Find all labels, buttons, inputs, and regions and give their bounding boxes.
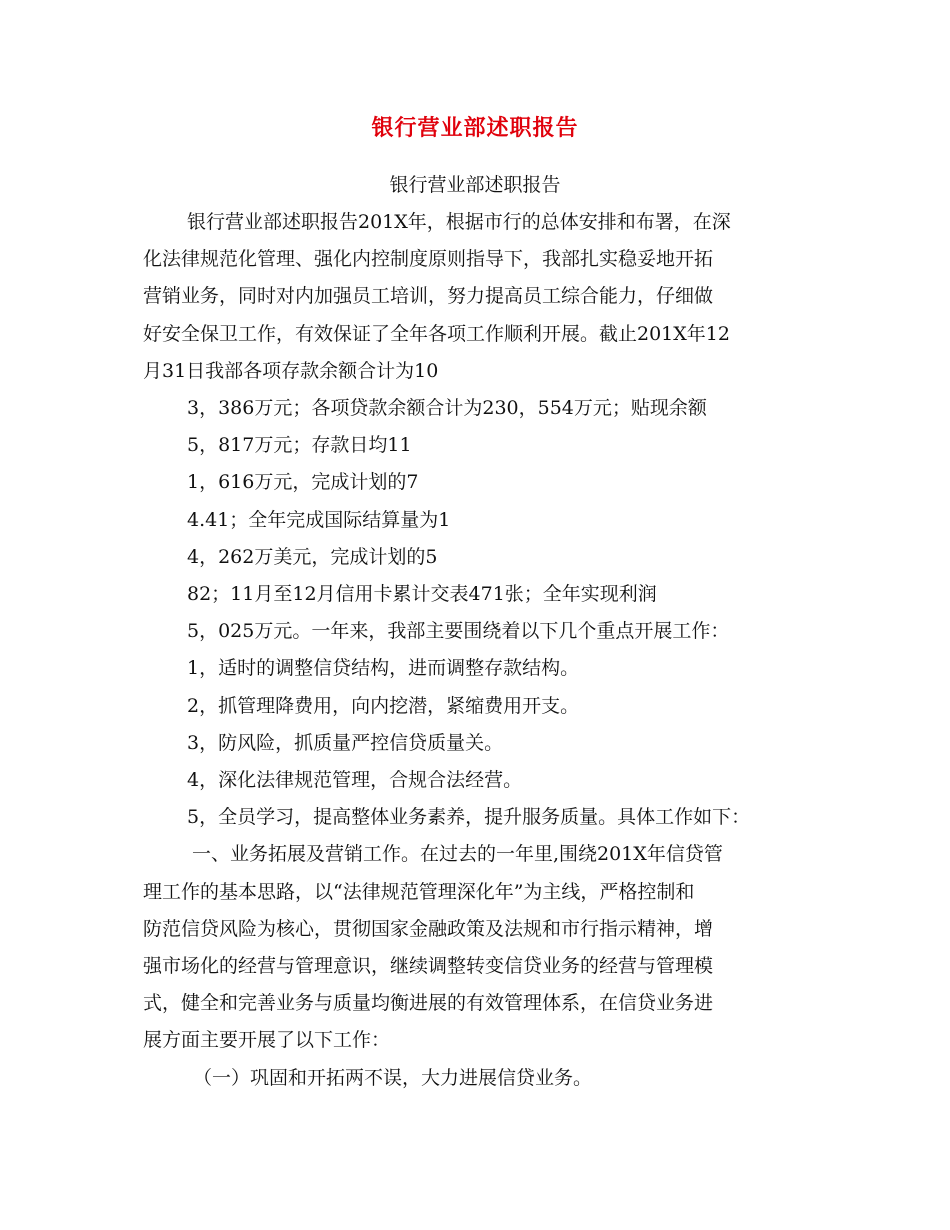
section-heading-line: 一、业务拓展及营销工作。在过去的一年里,围绕201X年信贷管	[192, 843, 723, 866]
paragraph-line: 月31日我部各项存款余额合计为10	[143, 359, 439, 382]
paragraph-line: 式，健全和完善业务与质量均衡进展的有效管理体系，在信贷业务进	[143, 992, 714, 1015]
paragraph-line: 82；11月至12月信用卡累计交表471张；全年实现利润	[187, 583, 657, 606]
paragraph-line: 营销业务，同时对内加强员工培训，努力提高员工综合能力，仔细做	[143, 285, 714, 308]
paragraph-line: 化法律规范化管理、强化内控制度原则指导下，我部扎实稳妥地开拓	[143, 248, 714, 271]
paragraph-line: 5，025万元。一年来，我部主要围绕着以下几个重点开展工作：	[187, 620, 730, 643]
list-item: 2，抓管理降费用，向内挖潜，紧缩费用开支。	[187, 694, 580, 717]
list-item: 4，深化法律规范管理，合规合法经营。	[187, 769, 523, 792]
paragraph-line: 1，616万元，完成计划的7	[187, 471, 419, 494]
document-title: 银行营业部述职报告	[371, 115, 579, 141]
list-item: 5，全员学习，提高整体业务素养，提升服务质量。具体工作如下：	[187, 806, 751, 829]
paragraph-line: 好安全保卫工作，有效保证了全年各项工作顺利开展。截止201X年12	[143, 322, 730, 345]
subsection-heading: （一）巩固和开拓两不误，大力进展信贷业务。	[193, 1066, 593, 1089]
document-subtitle: 银行营业部述职报告	[389, 174, 561, 196]
list-item: 3，防风险，抓质量严控信贷质量关。	[187, 731, 504, 754]
paragraph-line: 理工作的基本思路，以“法律规范管理深化年”为主线，严格控制和	[143, 880, 695, 903]
list-item: 1，适时的调整信贷结构，进而调整存款结构。	[187, 657, 580, 680]
paragraph-line: 4，262万美元，完成计划的5	[187, 545, 438, 568]
paragraph-line: 4.41；全年完成国际结算量为1	[187, 508, 451, 531]
paragraph-line: 银行营业部述职报告201X年，根据市行的总体安排和布署，在深	[187, 211, 731, 233]
paragraph-line: 5，817万元；存款日均11	[187, 434, 412, 457]
paragraph-line: 3，386万元；各项贷款余额合计为230，554万元；贴现余额	[187, 397, 707, 420]
document-body	[143, 204, 815, 1097]
paragraph-line: 强市场化的经营与管理意识，继续调整转变信贷业务的经营与管理模	[143, 955, 714, 978]
paragraph-line: 防范信贷风险为核心，贯彻国家金融政策及法规和市行指示精神，增	[143, 917, 714, 940]
paragraph-line: 展方面主要开展了以下工作：	[143, 1029, 391, 1052]
